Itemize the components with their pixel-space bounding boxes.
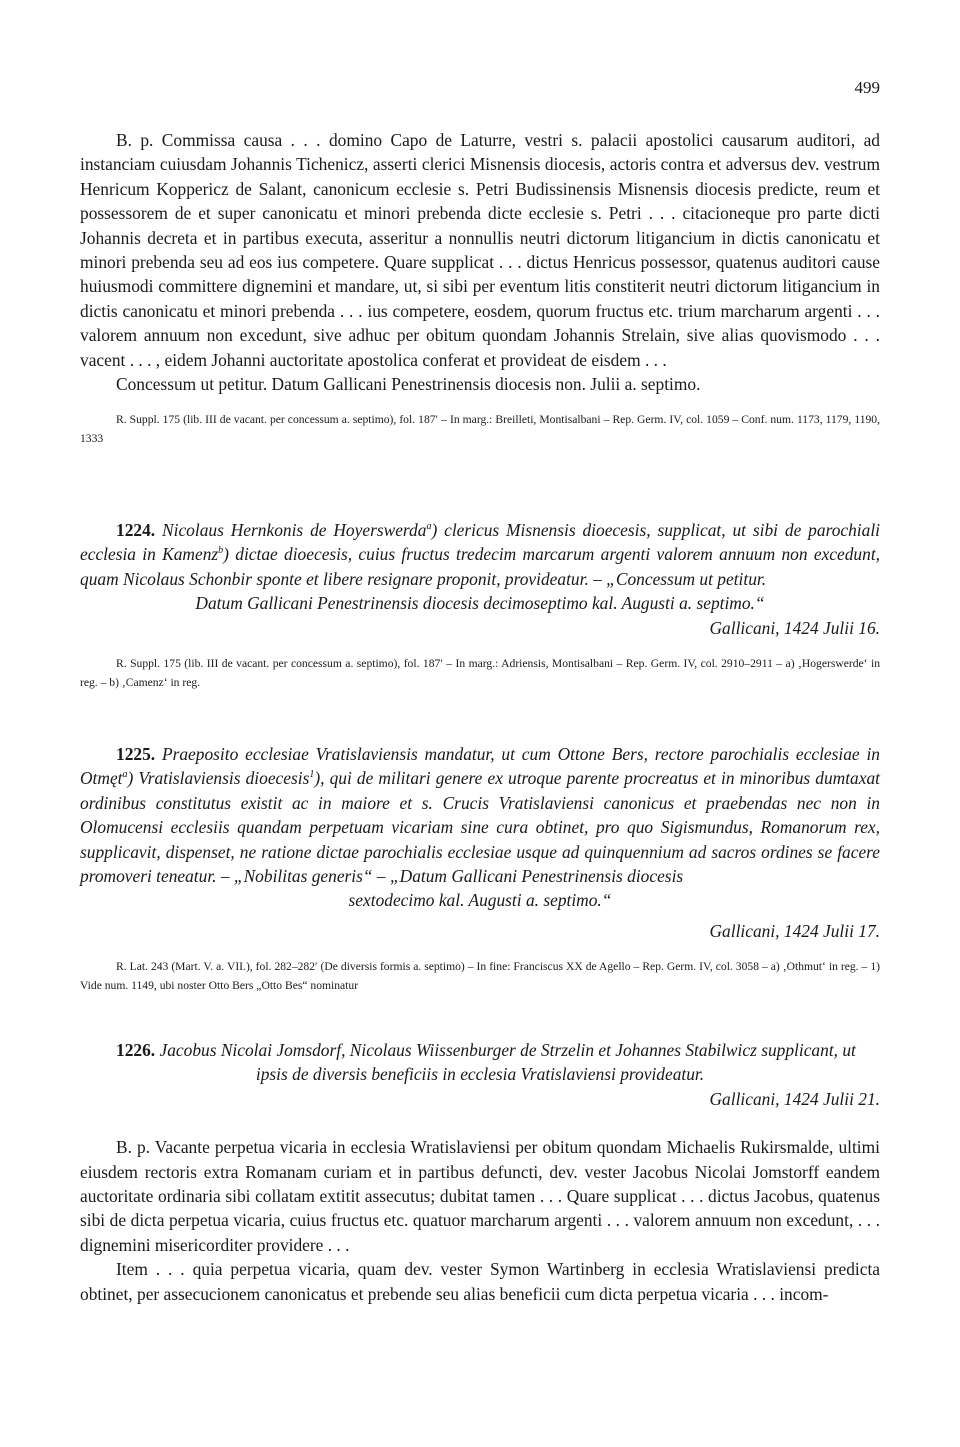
- regest-text: Praeposito ecclesiae Vratislaviensis mandatur, ut cum Ottone Bers, rectore parochialis ecclesiae in Otmęt: [80, 744, 880, 789]
- entry-number: 1226.: [116, 1040, 156, 1060]
- note-marker: 1: [309, 769, 315, 781]
- entry-regest: [80, 742, 880, 888]
- regest-text: ) Vratislaviensis dioecesis: [127, 768, 310, 789]
- entry-number: 1224.: [116, 520, 156, 540]
- entry-number: 1225.: [116, 744, 156, 764]
- note-marker: a: [122, 769, 128, 781]
- note-marker: a: [426, 521, 432, 533]
- entry-1225: [80, 742, 880, 995]
- regest-center-line: sextodecimo kal. Augusti a. septimo.“: [348, 890, 612, 911]
- regest-text: ), qui de militari genere ex utroque parente procreatus et in minoribus dumtaxat ordinibus constitutus existit ac in maiore et s. Crucis Vratislaviensi canonicus et praebendas nec non in Olomucensi ecclesiis quandam perpetuam vicariam sine cura obtinet, pro quo Sigismundus, Romanorum rex, supplicavit, dispenset, ne ratione dictae parochialis ecclesiae usque ad quinquennium ad sacros ordines se facere promoveri teneatur. – „Nobilitas generis“ – „Datum Gallicani Penestrinensis diocesis: [80, 768, 880, 887]
- entry-date: Gallicani, 1424 Julii 16.: [709, 617, 880, 638]
- entry-grant: Concessum ut petitur. Datum Gallicani Penestrinensis diocesis non. Julii a. septimo.: [116, 374, 701, 395]
- entry-date: Gallicani, 1424 Julii 21.: [709, 1088, 880, 1109]
- entry-body: B. p. Vacante perpetua vicaria in ecclesia Wratislaviensi per obitum quondam Michaelis Rukirsmalde, ultimi eiusdem rectoris extra Romanam curiam et in partibus defuncti, dev. vester Jacobus Nicolai Jomstorff eandem auctoritate ordinaria sibi collatam extitit assecutus; dubitat tamen . . . Quare supplicat . . . dictus Jacobus, quatenus sibi de dicta perpetua vicaria, cuius fructus etc. quatuor marcharum argenti . . . valorem annuum non excedunt, . . . dignemini misericorditer providere . . .: [80, 1137, 880, 1255]
- entry-1223-tail: [80, 128, 880, 448]
- page-number: 499: [854, 78, 880, 97]
- entry-1226: [80, 1038, 880, 1306]
- entry-regest: [80, 1038, 880, 1062]
- regest-center-line: Datum Gallicani Penestrinensis diocesis decimoseptimo kal. Augusti a. septimo.“: [195, 593, 765, 614]
- regest-center-line: ipsis de diversis beneficiis in ecclesia Vratislaviensi provideatur.: [255, 1064, 705, 1085]
- regest-text: ) dictae dioecesis, cuius fructus tredecim marcarum argenti valorem annuum non excedunt, quam Nicolaus Schonbir sponte et libere resignare proponit, provideatur. – „Concessum ut petitur.: [80, 544, 880, 589]
- regest-text: Jacobus Nicolai Jomsdorf, Nicolaus Wiissenburger de Strzelin et Johannes Stabilwicz supplicant, ut: [155, 1040, 856, 1060]
- footnote: R. Suppl. 175 (lib. III de vacant. per concessum a. septimo), fol. 187′ – In marg.: Breilleti, Montisalbani – Rep. Germ. IV, col. 1059 – Conf. num. 1173, 1179, 1190, 1333: [80, 413, 880, 446]
- footnote: R. Lat. 243 (Mart. V. a. VII.), fol. 282–282′ (De diversis formis a. septimo) – In fine: Franciscus XX de Agello – Rep. Germ. IV, col. 3058 – a) ‚Othmut‘ in reg. – 1) Vide num. 1149, ubi noster Otto Bers „Otto Bes“ nominatur: [80, 960, 880, 993]
- entry-1224: [80, 518, 880, 692]
- entry-body: B. p. Commissa causa . . . domino Capo de Laturre, vestri s. palacii apostolici causarum auditori, ad instanciam cuiusdam Johannis Tichenicz, asserti clerici Misnensis diocesis, actoris contra et adversus dev. vestrum Henricum Koppericz de Salant, canonicum ecclesie s. Petri Budissinensis Misnensis diocesis predicte, reum et possessorem de et super canonicatu et minori prebenda dicte ecclesie s. Petri . . . citacioneque pro parte dicti Johannis decreta et in partibus executa, asseritur a nonnullis neutri dictorum litigancium in dictis canonicatu et minori prebenda seu ad eos ius competere. Quare supplicat . . . dictus Henricus possessor, quatenus auditori cause huiusmodi committere dignemini et mandare, ut, si sibi per eventum litis constiterit neutri dictorum litigancium in dictis canonicatu et minori prebenda . . . ius competere, eosdem, quorum fructus etc. trium marcharum argenti . . . valorem annuum non excedunt, sive adhuc per obitum quondam Johannis Strelain, sive alias quovismodo . . . vacent . . . , eidem Johanni auctoritate apostolica conferat et provideat de eisdem . . .: [80, 130, 880, 370]
- entry-regest: [80, 518, 880, 591]
- regest-text: Nicolaus Hernkonis de Hoyerswerda: [155, 520, 427, 540]
- entry-body: Item . . . quia perpetua vicaria, quam dev. vester Symon Wartinberg in ecclesia Wratislaviensi predicta obtinet, per assecucionem canonicatus et prebende seu alias beneficii cum dicta perpetua vicaria . . . incom-: [80, 1259, 880, 1304]
- entry-date: Gallicani, 1424 Julii 17.: [709, 920, 880, 941]
- note-marker: b: [218, 545, 224, 557]
- footnote: R. Suppl. 175 (lib. III de vacant. per concessum a. septimo), fol. 187′ – In marg.: Adriensis, Montisalbani – Rep. Germ. IV, col. 2910–2911 – a) ‚Hogerswerde‘ in reg. – b) ‚Camenz‘ in reg.: [80, 657, 880, 690]
- regest-text: ) clericus Misnensis dioecesis, supplicat, ut sibi de parochiali ecclesia in Kamenz: [80, 520, 880, 565]
